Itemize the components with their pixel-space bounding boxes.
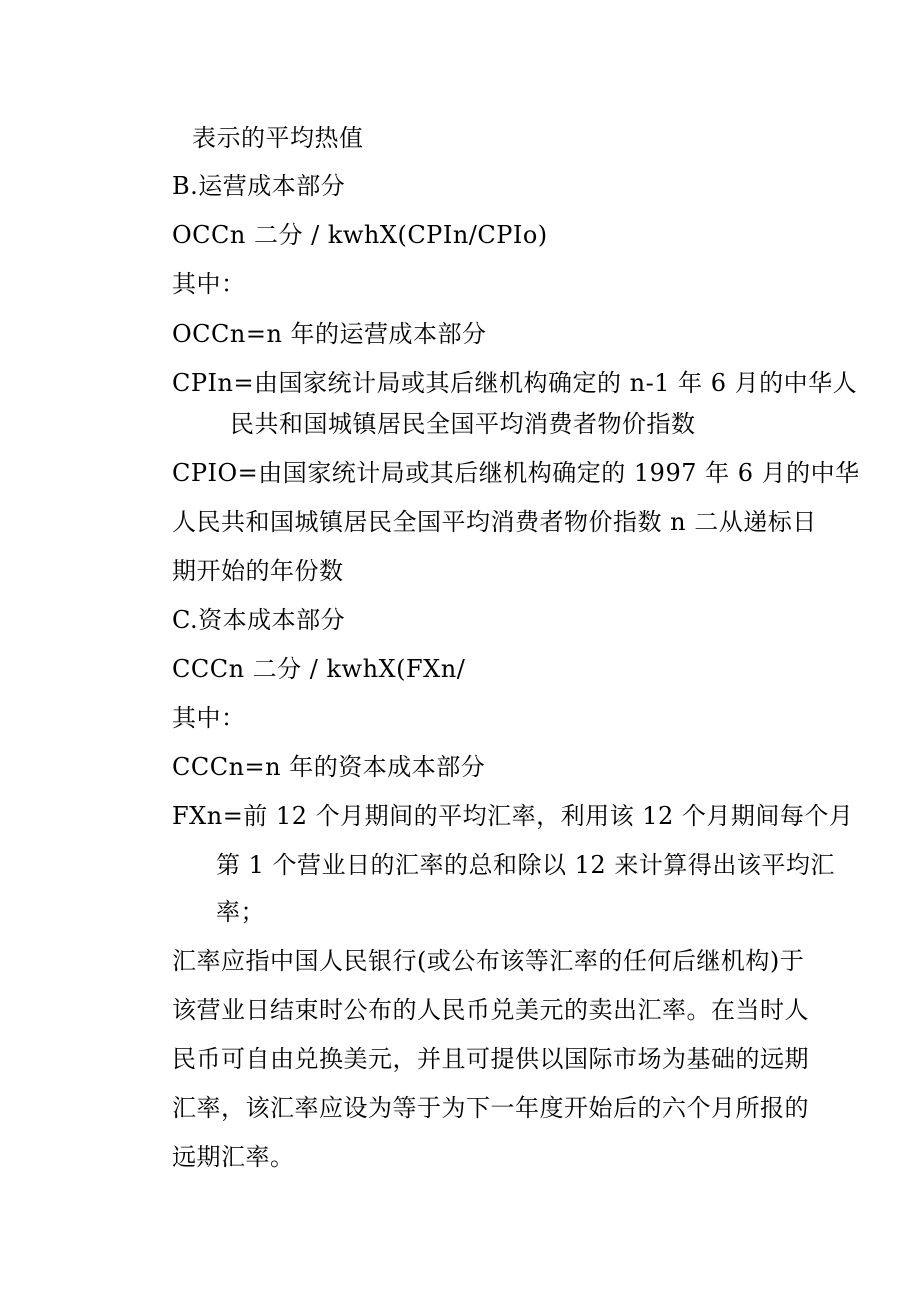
definition-cpin-continued: 民共和国城镇居民全国平均消费者物价指数 bbox=[230, 410, 696, 438]
definition-cpio: CPIO=由国家统计局或其后继机构确定的 1997 年 6 月的中华 bbox=[172, 459, 860, 487]
exchange-rate-paragraph: 汇率，该汇率应设为等于为下一年度开始后的六个月所报的 bbox=[172, 1094, 809, 1122]
definition-cpio-continued: 期开始的年份数 bbox=[172, 557, 344, 585]
definition-occn: OCCn=n 年的运营成本部分 bbox=[172, 320, 487, 348]
definition-cccn: CCCn=n 年的资本成本部分 bbox=[172, 753, 486, 781]
definition-cpin: CPIn=由国家统计局或其后继机构确定的 n-1 年 6 月的中华人 bbox=[172, 369, 858, 397]
exchange-rate-paragraph: 民币可自由兑换美元，并且可提供以国际市场为基础的远期 bbox=[172, 1045, 809, 1073]
formula-occn: OCCn 二分 / kwhX(CPIn/CPIo) bbox=[172, 221, 548, 249]
formula-cccn: CCCn 二分 / kwhX(FXn/ bbox=[172, 655, 466, 683]
definition-fxn: FXn=前 12 个月期间的平均汇率，利用该 12 个月期间每个月 bbox=[172, 802, 854, 830]
exchange-rate-paragraph: 远期汇率。 bbox=[172, 1143, 295, 1171]
definition-fxn-continued: 第 1 个营业日的汇率的总和除以 12 来计算得出该平均汇 bbox=[216, 851, 835, 879]
where-label: 其中： bbox=[172, 704, 246, 732]
text-line: 表示的平均热值 bbox=[192, 124, 364, 152]
definition-fxn-continued: 率； bbox=[216, 898, 265, 926]
exchange-rate-paragraph: 汇率应指中国人民银行(或公布该等汇率的任何后继机构)于 bbox=[172, 947, 805, 975]
definition-cpio-continued: 人民共和国城镇居民全国平均消费者物价指数 n 二从递标日 bbox=[172, 508, 817, 536]
section-heading-c: C.资本成本部分 bbox=[172, 606, 346, 634]
section-heading-b: B.运营成本部分 bbox=[172, 172, 346, 200]
where-label: 其中： bbox=[172, 270, 246, 298]
exchange-rate-paragraph: 该营业日结束时公布的人民币兑美元的卖出汇率。在当时人 bbox=[172, 996, 809, 1024]
